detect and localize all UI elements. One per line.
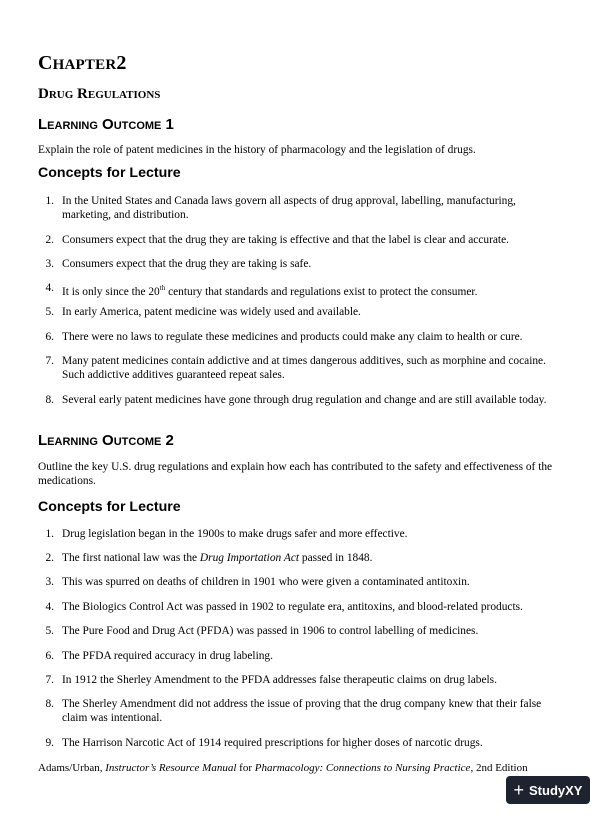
chapter-heading: CHAPTER2 [38,52,127,74]
chapter-title: Drug Regulations [38,86,161,102]
page-footer: Adams/Urban, Instructor’s Resource Manual for Pharmacology: Connections to Nursing Practice, 2nd Edition [38,762,528,774]
logo-text: StudyXY [529,782,583,798]
learning-outcome-1-heading: Learning Outcome 1 [38,116,174,133]
concepts-heading-1: Concepts for Lecture [38,165,181,181]
learning-outcome-2-description: Outline the key U.S. drug regulations and explain how each has contributed to the safety and effectiveness of the medications. [38,461,553,487]
concepts-heading-2: Concepts for Lecture [38,499,181,515]
learning-outcome-1-description: Explain the role of patent medicines in the history of pharmacology and the legislation of drugs. [38,144,476,156]
plus-icon: + [513,779,525,800]
studyxy-logo[interactable] [506,776,590,804]
learning-outcome-2-heading: Learning Outcome 2 [38,432,174,449]
